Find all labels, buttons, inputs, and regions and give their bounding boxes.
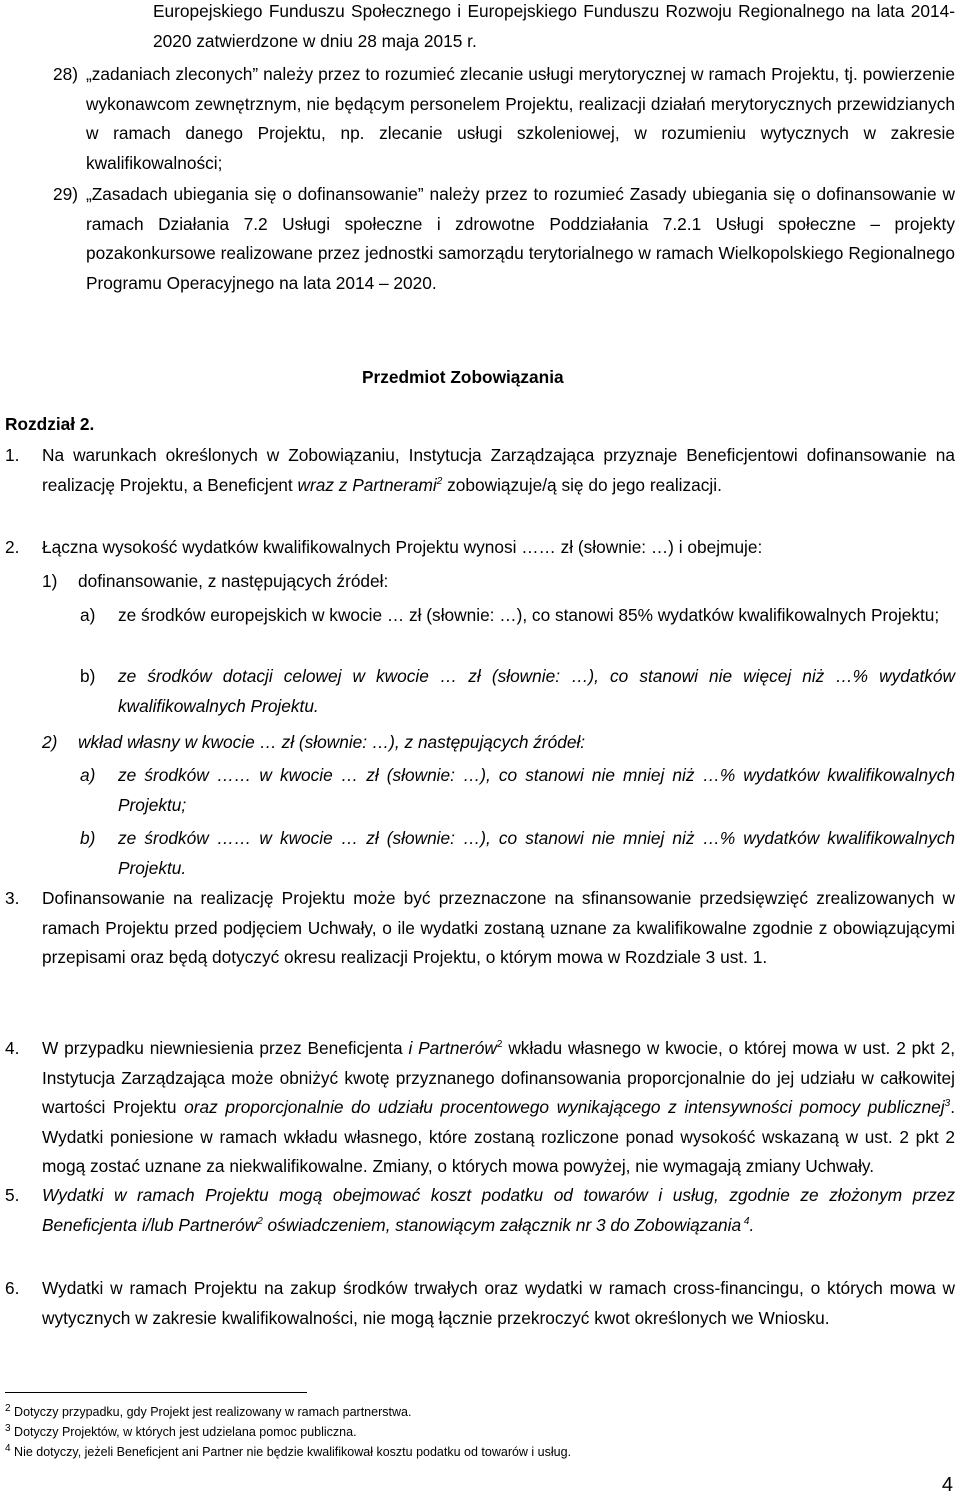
- def-29-text: „Zasadach ubiegania się o dofinansowanie” należy przez to rozumieć Zasady ubiegania się o dofinansowanie w ramach Działania 7.2 Usługi społeczne i zdrowotne Poddziałania 7.2.1 Usługi społeczne – projekty pozakonkursowe realizowane przez jednostki samorządu terytorialnego w ramach Wielkopolskiego Regionalnego Programu Operacyjnego na lata 2014 – 2020.: [86, 184, 955, 293]
- para-3-text: Dofinansowanie na realizację Projektu może być przeznaczone na sfinansowanie przedsięwzięć zrealizowanych w ramach Projektu przed podjęciem Uchwały, o ile wydatki zostaną uznane za kwalifikowalne zgodnie z obowiązującymi przepisami oraz będą dotyczyć okresu realizacji Projektu, o którym mowa w Rozdziale 3 ust. 1.: [42, 888, 955, 967]
- para-2-2-text: wkład własny w kwocie … zł (słownie: …), z następujących źródeł:: [78, 732, 586, 752]
- para-2-1-b-number: b): [80, 666, 96, 686]
- chapter-label: Rozdział 2.: [5, 414, 95, 434]
- para-2-1-number: 1): [42, 571, 58, 591]
- para-1-text: Na warunkach określonych w Zobowiązaniu, Instytucja Zarządzająca przyznaje Beneficjentowi dofinansowanie na realizację Projektu, a Beneficjent wraz z Partnerami$^2$ zobowiązuje/ą się do jego realizacji.: [42, 445, 955, 495]
- para-2-1-text: dofinansowanie, z następujących źródeł:: [78, 571, 389, 591]
- para-6-number: 6.: [5, 1278, 20, 1298]
- def-28-number: 28): [53, 64, 78, 84]
- def-29-number: 29): [53, 184, 78, 204]
- para-2-1-a-text: ze środków europejskich w kwocie … zł (słownie: …), co stanowi 85% wydatków kwalifikowalnych Projektu;: [118, 605, 940, 625]
- para-2-text: Łączna wysokość wydatków kwalifikowalnych Projektu wynosi …… zł (słownie: …) i obejmuje:: [42, 537, 763, 557]
- para-2-number: 2.: [5, 537, 20, 557]
- para-4-number: 4.: [5, 1038, 20, 1058]
- footnote-separator: [5, 1392, 307, 1393]
- para-1-number: 1.: [5, 445, 20, 465]
- page-number: 4: [941, 1474, 953, 1496]
- para-2-1-a-number: a): [80, 605, 96, 625]
- para-6-text: Wydatki w ramach Projektu na zakup środków trwałych oraz wydatki w ramach cross-financingu, o których mowa w wytycznych w zakresie kwalifikowalności, nie mogą łącznie przekroczyć kwot określonych we Wniosku.: [42, 1278, 955, 1328]
- para-2-1-b-text: ze środków dotacji celowej w kwocie … zł (słownie: …), co stanowi nie więcej niż …% wydatków kwalifikowalnych Projektu.: [118, 666, 955, 716]
- para-3-number: 3.: [5, 888, 20, 908]
- footnote-2: $^2$ Dotyczy przypadku, gdy Projekt jest realizowany w ramach partnerstwa.: [5, 1402, 412, 1419]
- para-4-text: W przypadku niewniesienia przez Beneficjenta i Partnerów$^2$ wkładu własnego w kwocie, o której mowa w ust. 2 pkt 2, Instytucja Zarządzająca może obniżyć kwotę przyznanego dofinansowania proporcjonalnie do jej udziału w całkowitej wartości Projektu oraz proporcjonalnie do udziału procentowego wynikającego z intensywności pomocy publicznej$^3$. Wydatki poniesione w ramach wkładu własnego, które zostaną rozliczone ponad wysokość wskazaną w ust. 2 pkt 2 mogą zostać uznane za niekwalifikowalne. Zmiany, o których mowa powyżej, nie wymagają zmiany Uchwały.: [42, 1038, 956, 1176]
- intro-continuation: Europejskiego Funduszu Społecznego i Europejskiego Funduszu Rozwoju Regionalnego na lata 2014-2020 zatwierdzone w dniu 28 maja 2015 r.: [153, 1, 955, 51]
- footnote-4: $^4$ Nie dotyczy, jeżeli Beneficjent ani Partner nie będzie kwalifikował kosztu podatku od towarów i usług.: [5, 1442, 572, 1459]
- para-5-number: 5.: [5, 1185, 20, 1205]
- para-5-text: Wydatki w ramach Projektu mogą obejmować koszt podatku od towarów i usług, zgodnie ze złożonym przez Beneficjenta i/lub Partnerów$^2$ oświadczeniem, stanowiącym załącznik nr 3 do Zobowiązania $^4$.: [42, 1185, 955, 1235]
- para-2-2-a-number: a): [80, 765, 96, 785]
- section-title: Przedmiot Zobowiązania: [362, 367, 564, 387]
- para-2-2-b-number: b): [80, 828, 96, 848]
- para-2-2-b-text: ze środków …… w kwocie … zł (słownie: …), co stanowi nie mniej niż …% wydatków kwalifikowalnych Projektu.: [118, 828, 955, 878]
- para-2-2-a-text: ze środków …… w kwocie … zł (słownie: …), co stanowi nie mniej niż …% wydatków kwalifikowalnych Projektu;: [118, 765, 955, 815]
- para-2-2-number: 2): [42, 732, 58, 752]
- def-28-text: „zadaniach zleconych” należy przez to rozumieć zlecanie usługi merytorycznej w ramach Projektu, tj. powierzenie wykonawcom zewnętrznym, nie będącym personelem Projektu, realizacji działań merytorycznych przewidzianych w ramach danego Projektu, np. zlecanie usługi szkoleniowej, w rozumieniu wytycznych w zakresie kwalifikowalności;: [86, 64, 955, 173]
- footnote-3: $^3$ Dotyczy Projektów, w których jest udzielana pomoc publiczna.: [5, 1422, 357, 1439]
